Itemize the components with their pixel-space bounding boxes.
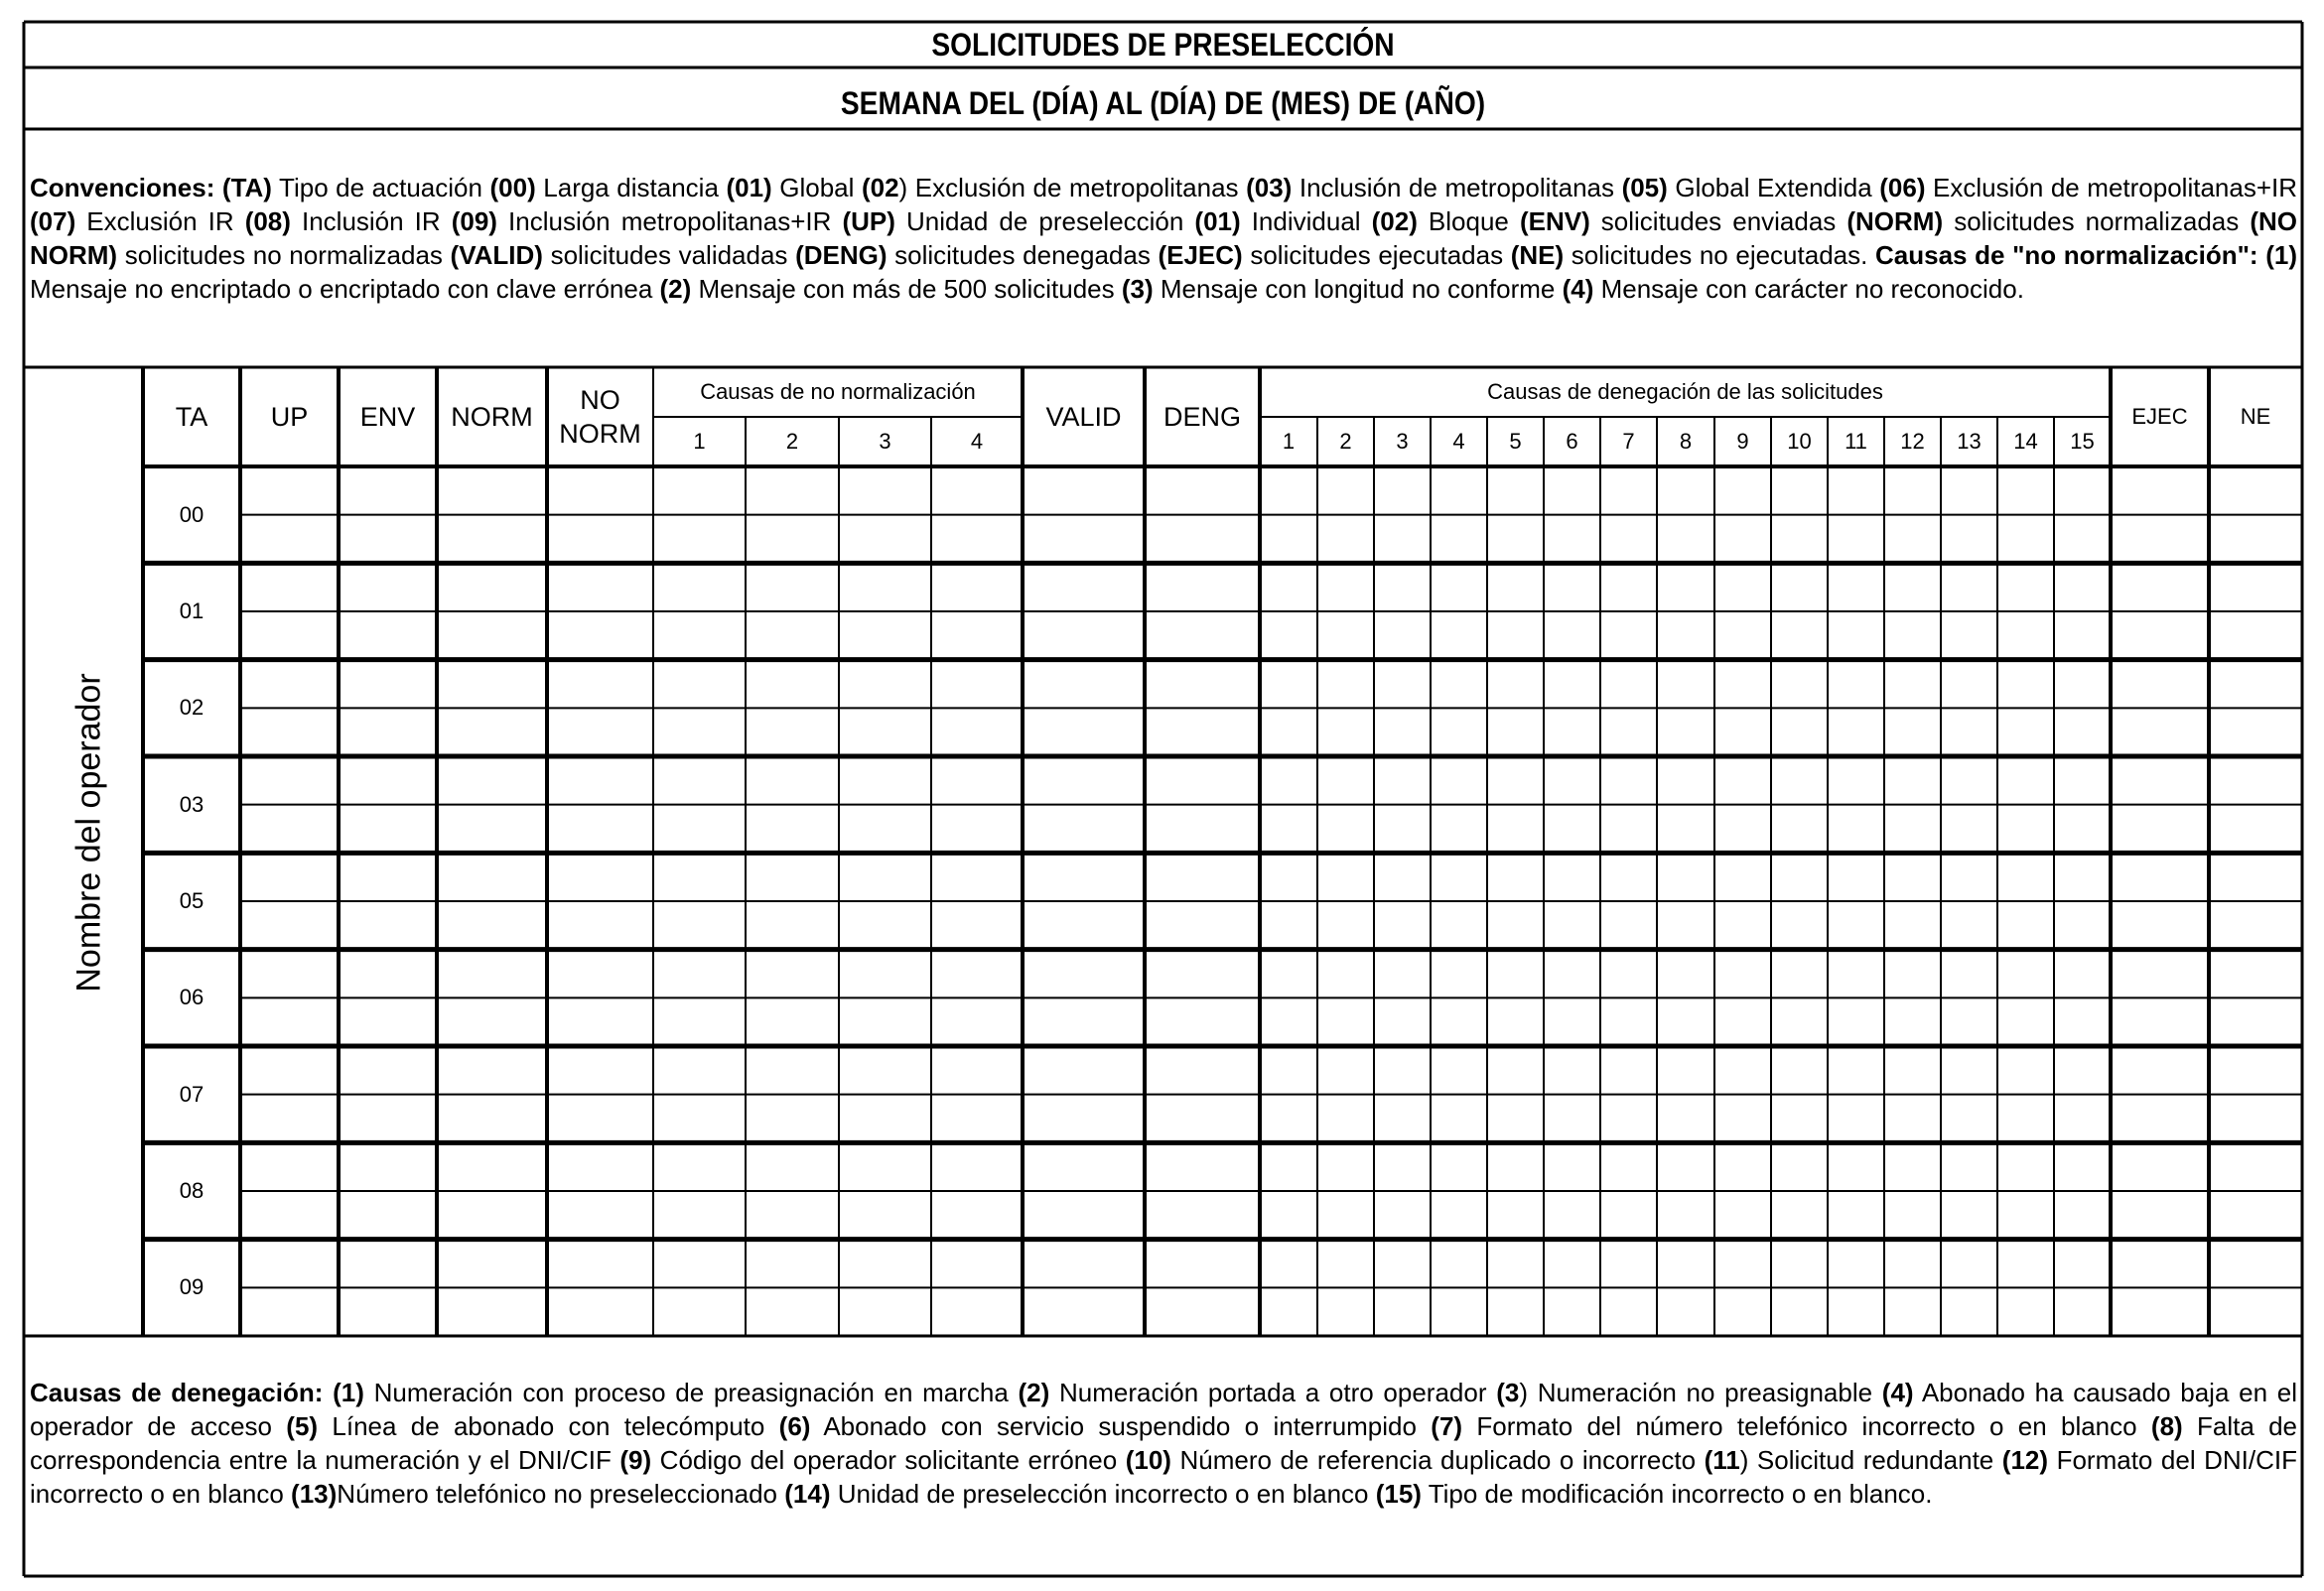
- conventions-segment: Global: [771, 173, 862, 202]
- denial_causes-segment: (8): [2150, 1411, 2183, 1441]
- conventions-segment: Larga distancia: [535, 173, 727, 202]
- denial_causes-segment: Número telefónico no preseleccionado: [337, 1479, 785, 1509]
- denial-causes-text: [30, 1376, 2297, 1511]
- conventions-segment: (4): [1562, 274, 1594, 304]
- conventions-text: [30, 171, 2297, 306]
- conventions-segment: Inclusión de metropolitanas: [1292, 173, 1622, 202]
- conventions-segment: Causas de "no normalización": (1): [1874, 240, 2297, 270]
- conventions-segment: (07): [30, 206, 76, 236]
- conventions-segment: (EJEC): [1158, 240, 1243, 270]
- denial_causes-segment: ) Solicitud redundante: [1739, 1445, 2002, 1475]
- conventions-segment: (DENG): [795, 240, 888, 270]
- denial_causes-segment: Numeración portada a otro operador: [1049, 1378, 1497, 1407]
- conventions-segment: Unidad de preselección: [894, 206, 1195, 236]
- col-header-up: UP: [270, 402, 309, 432]
- conventions-segment: Mensaje con más de 500 solicitudes: [691, 274, 1122, 304]
- conventions-segment: solicitudes ejecutadas: [1242, 240, 1511, 270]
- denial_causes-segment: Código del operador solicitante erróneo: [651, 1445, 1126, 1475]
- conventions-segment: (VALID): [450, 240, 543, 270]
- deng-cause-number: 7: [1622, 429, 1635, 454]
- conventions-segment: (NE): [1510, 240, 1565, 270]
- conventions-segment: (TA): [221, 173, 272, 202]
- conventions-segment: solicitudes denegadas: [887, 240, 1159, 270]
- deng-cause-number: 3: [1396, 429, 1409, 454]
- col-header-ejec: EJEC: [2131, 404, 2188, 429]
- conventions-segment: (ENV): [1519, 206, 1590, 236]
- no-norm-cause-number: 1: [693, 429, 706, 454]
- conventions-segment: Exclusión de metropolitanas+IR: [1925, 173, 2298, 202]
- conventions-segment: Individual: [1240, 206, 1372, 236]
- denial_causes-segment: (12): [2001, 1445, 2049, 1475]
- form-title: SOLICITUDES DE PRESELECCIÓN: [931, 26, 1395, 63]
- conventions-segment: (00): [489, 173, 536, 202]
- denial_causes-segment: Unidad de preselección incorrecto o en blanco: [830, 1479, 1376, 1509]
- deng-cause-number: 1: [1282, 429, 1296, 454]
- ta-code: 07: [179, 1081, 205, 1107]
- denial_causes-segment: Formato del DNI/CIF incorrecto o en blanco: [30, 1445, 2297, 1509]
- denial_causes-segment: Falta de correspondencia entre la numeración y el DNI/CIF: [30, 1411, 2298, 1475]
- conventions-segment: Global Extendida: [1667, 173, 1880, 202]
- conventions-segment: (NORM): [1846, 206, 1944, 236]
- deng-cause-number: 2: [1339, 429, 1352, 454]
- operator-name-label: Nombre del operador: [69, 673, 108, 993]
- conventions-segment: solicitudes no normalizadas: [117, 240, 451, 270]
- col-header-ta: TA: [175, 402, 208, 432]
- ta-code: 08: [179, 1177, 205, 1203]
- conventions-segment: Mensaje con carácter no reconocido.: [1593, 274, 2024, 304]
- conventions-segment: (09): [451, 206, 497, 236]
- ta-code: 06: [179, 985, 205, 1010]
- denial_causes-segment: (5): [286, 1411, 319, 1441]
- conventions-segment: (NO NORM): [30, 206, 2297, 270]
- ta-code: 03: [179, 791, 205, 817]
- denial_causes-segment: (2): [1018, 1378, 1050, 1407]
- conventions-segment: (02): [1371, 206, 1418, 236]
- no-norm-cause-number: 2: [785, 429, 799, 454]
- conventions-segment: Inclusión metropolitanas+IR: [496, 206, 843, 236]
- ta-code: 02: [179, 695, 205, 721]
- conventions-segment: Mensaje con longitud no conforme: [1153, 274, 1563, 304]
- deng-cause-number: 13: [1957, 429, 1982, 454]
- denial_causes-segment: (6): [778, 1411, 811, 1441]
- conventions-segment: solicitudes enviadas: [1589, 206, 1847, 236]
- denial_causes-segment: Tipo de modificación incorrecto o en blanco.: [1421, 1479, 1933, 1509]
- denial_causes-segment: (7): [1431, 1411, 1463, 1441]
- ta-code: 01: [179, 597, 205, 623]
- denial_causes-segment: (1): [333, 1378, 364, 1407]
- conventions-segment: (01): [1194, 206, 1241, 236]
- denial_causes-segment: Abonado ha causado baja en el operador de acceso: [30, 1378, 2297, 1441]
- col-header-valid: VALID: [1045, 402, 1122, 432]
- col-header-causes-no-norm: Causas de no normalización: [700, 379, 976, 404]
- denial_causes-segment: Formato del número telefónico incorrecto o en blanco: [1462, 1411, 2151, 1441]
- conventions-segment: [214, 173, 222, 202]
- denial_causes-segment: Numeración con proceso de preasignación en marcha: [363, 1378, 1019, 1407]
- conventions-segment: (08): [244, 206, 291, 236]
- conventions-segment: (03): [1246, 173, 1293, 202]
- denial_causes-segment: (14): [784, 1479, 831, 1509]
- form-subtitle: SEMANA DEL (DÍA) AL (DÍA) DE (MES) DE (AÑO): [840, 84, 1486, 121]
- deng-cause-number: 5: [1509, 429, 1522, 454]
- conventions-segment: (2): [659, 274, 692, 304]
- col-header-causes-deng: Causas de denegación de las solicitudes: [1487, 379, 1883, 404]
- conventions-segment: Exclusión IR: [75, 206, 245, 236]
- conventions-segment: (02: [861, 173, 899, 202]
- conventions-segment: (05): [1621, 173, 1668, 202]
- denial_causes-segment: (11: [1704, 1445, 1740, 1475]
- denial_causes-segment: (4): [1881, 1378, 1914, 1407]
- conventions-segment: (06): [1879, 173, 1926, 202]
- deng-cause-number: 11: [1845, 429, 1867, 454]
- deng-cause-number: 8: [1679, 429, 1693, 454]
- denial_causes-segment: (15): [1375, 1479, 1422, 1509]
- conventions-segment: Convenciones:: [30, 173, 215, 202]
- no-norm-cause-number: 4: [970, 429, 984, 454]
- conventions-segment: ) Exclusión de metropolitanas: [898, 173, 1247, 202]
- denial_causes-segment: (9): [619, 1445, 652, 1475]
- denial_causes-segment: Línea de abonado con telecómputo: [318, 1411, 779, 1441]
- deng-cause-number: 12: [1900, 429, 1925, 454]
- deng-cause-number: 15: [2070, 429, 2095, 454]
- col-header-ne: NE: [2240, 404, 2271, 429]
- conventions-segment: Mensaje no encriptado o encriptado con clave errónea: [30, 274, 660, 304]
- denial_causes-segment: Número de referencia duplicado o incorrecto: [1170, 1445, 1705, 1475]
- denial_causes-segment: Causas de denegación:: [30, 1378, 324, 1407]
- conventions-segment: (UP): [842, 206, 895, 236]
- denial_causes-segment: [323, 1378, 333, 1407]
- col-header-deng: DENG: [1162, 402, 1241, 432]
- conventions-segment: Tipo de actuación: [271, 173, 490, 202]
- conventions-segment: (01): [726, 173, 772, 202]
- no-norm-cause-number: 3: [879, 429, 891, 454]
- ta-code: 00: [179, 501, 205, 527]
- conventions-segment: (3): [1121, 274, 1154, 304]
- conventions-segment: Bloque: [1417, 206, 1520, 236]
- deng-cause-number: 14: [2013, 429, 2038, 454]
- deng-cause-number: 9: [1736, 429, 1749, 454]
- conventions-segment: solicitudes validadas: [542, 240, 796, 270]
- col-header-no-norm: NO NORM: [559, 385, 641, 449]
- deng-cause-number: 4: [1452, 429, 1465, 454]
- conventions-segment: Inclusión IR: [290, 206, 452, 236]
- denial_causes-segment: ) Numeración no preasignable: [1519, 1378, 1882, 1407]
- col-header-norm: NORM: [451, 402, 533, 432]
- conventions-segment: solicitudes normalizadas: [1943, 206, 2251, 236]
- conventions-segment: solicitudes no ejecutadas.: [1564, 240, 1875, 270]
- deng-cause-number: 10: [1787, 429, 1812, 454]
- denial_causes-segment: (10): [1125, 1445, 1171, 1475]
- col-header-env: ENV: [359, 402, 416, 432]
- ta-code: 05: [179, 887, 205, 913]
- denial_causes-segment: Abonado con servicio suspendido o interrumpido: [810, 1411, 1432, 1441]
- denial_causes-segment: (13): [291, 1479, 338, 1509]
- deng-cause-number: 6: [1566, 429, 1578, 454]
- ta-code: 09: [179, 1274, 205, 1300]
- denial_causes-segment: (3: [1496, 1378, 1520, 1407]
